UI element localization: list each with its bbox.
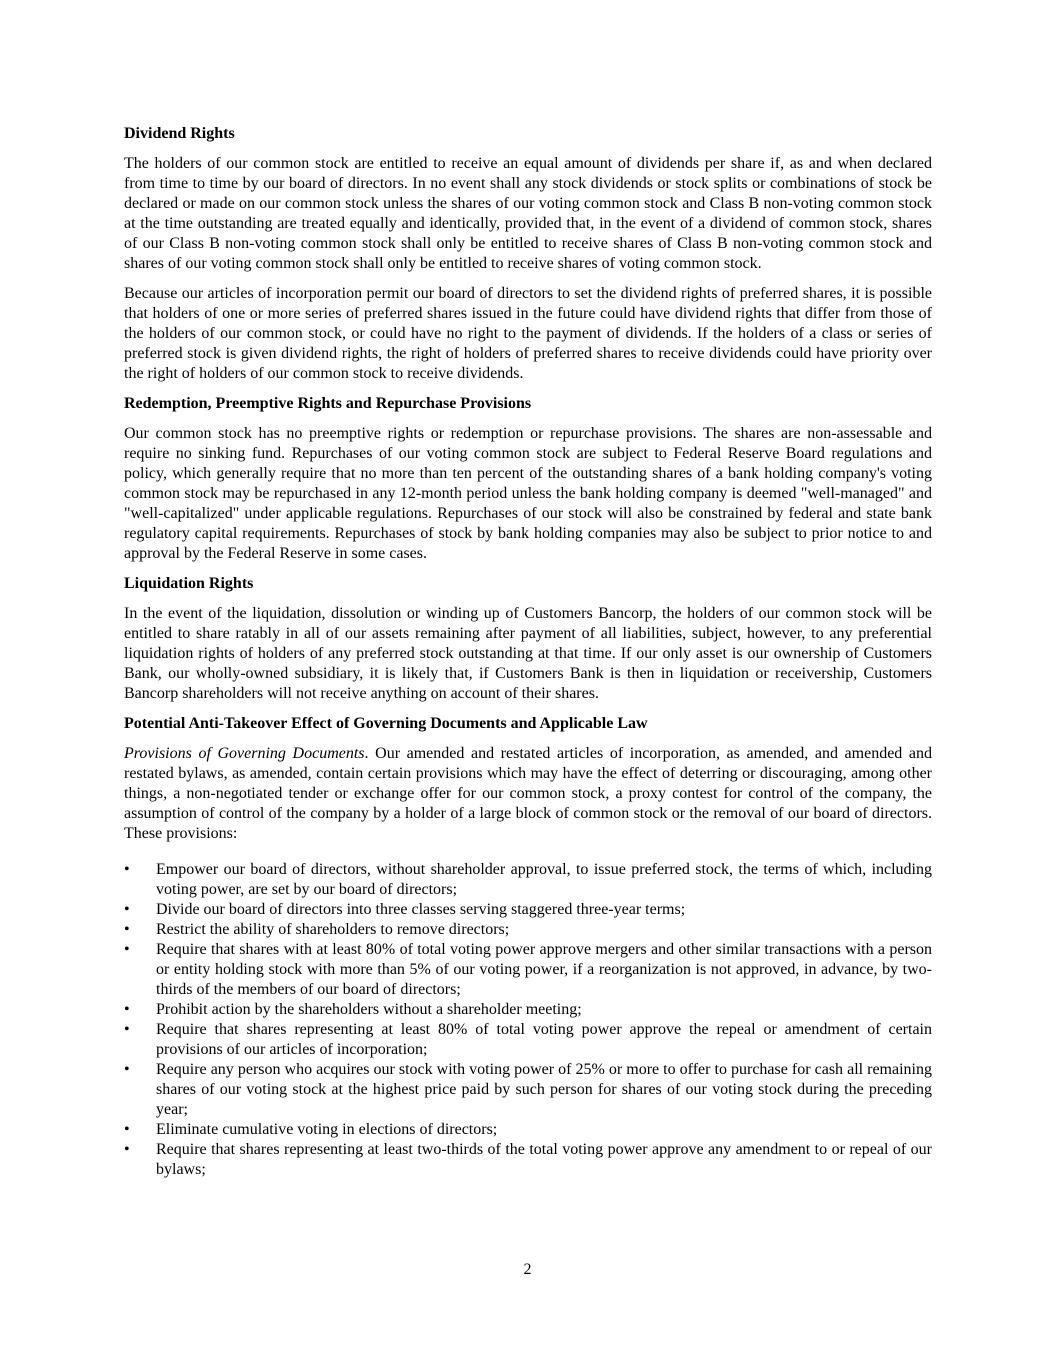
bullet-item bbox=[124, 1120, 932, 1140]
bullet-text: Restrict the ability of shareholders to remove directors; bbox=[156, 921, 510, 938]
bullet-text: Require any person who acquires our stock with voting power of 25% or more to offer to purchase for cash all remaining shares of our voting stock at the highest price paid by such person for shares of our voting stock during the preceding year; bbox=[156, 1061, 932, 1118]
bullet-text: Require that shares representing at least two-thirds of the total voting power approve any amendment to or repeal of our bylaws; bbox=[156, 1141, 932, 1178]
bullet-marker: • bbox=[124, 1141, 130, 1158]
section-liquidation-rights bbox=[124, 574, 932, 704]
bullet-text: Require that shares representing at least 80% of total voting power approve the repeal or amendment of certain provisions of our articles of incorporation; bbox=[156, 1021, 932, 1058]
section-heading: Redemption, Preemptive Rights and Repurchase Provisions bbox=[124, 395, 532, 412]
bullet-item bbox=[124, 860, 932, 900]
bullet-marker: • bbox=[124, 921, 130, 938]
bullet-text: Eliminate cumulative voting in elections of directors; bbox=[156, 1121, 498, 1138]
italic-lead: Provisions of Governing Documents bbox=[124, 745, 365, 762]
document-page bbox=[124, 124, 932, 1180]
bullet-marker: • bbox=[124, 941, 130, 958]
bullet-item bbox=[124, 1020, 932, 1060]
bullet-marker: • bbox=[124, 1001, 130, 1018]
paragraph-text: . Our amended and restated articles of incorporation, as amended, and amended and restated bylaws, as amended, contain certain provisions which may have the effect of deterring or discouraging, among other things, a non-negotiated tender or exchange offer for our common stock, a proxy contest for control of the company, the assumption of control of the company by a holder of a large block of common stock or the removal of our board of directors. These provisions: bbox=[124, 745, 933, 842]
bullet-text: Prohibit action by the shareholders without a shareholder meeting; bbox=[156, 1001, 582, 1018]
bullet-item bbox=[124, 900, 932, 920]
bullet-list bbox=[124, 860, 932, 1180]
page-number: 2 bbox=[523, 1261, 532, 1278]
paragraph: In the event of the liquidation, dissolution or winding up of Customers Bancorp, the holders of our common stock will be entitled to share ratably in all of our assets remaining after payment of all liabilities, subject, however, to any preferential liquidation rights of holders of any preferred stock outstanding at that time. If our only asset is our ownership of Customers Bank, our wholly-owned subsidiary, it is likely that, if Customers Bank is then in liquidation or receivership, Customers Bancorp shareholders will not receive anything on account of their shares. bbox=[124, 605, 932, 702]
section-dividend-rights bbox=[124, 124, 932, 384]
bullet-marker: • bbox=[124, 1021, 130, 1038]
section-heading: Liquidation Rights bbox=[124, 575, 254, 592]
section-redemption-rights bbox=[124, 394, 932, 564]
paragraph: Our common stock has no preemptive rights or redemption or repurchase provisions. The shares are non-assessable and require no sinking fund. Repurchases of our voting common stock are subject to Federal Reserve Board regulations and policy, which generally require that no more than ten percent of the outstanding shares of a bank holding company's voting common stock may be repurchased in any 12-month period unless the bank holding company is deemed "well-managed" and "well-capitalized" under applicable regulations. Repurchases of our stock will also be constrained by federal and state bank regulatory capital requirements. Repurchases of stock by bank holding companies may also be subject to prior notice to and approval by the Federal Reserve in some cases. bbox=[124, 425, 932, 562]
section-heading: Dividend Rights bbox=[124, 125, 235, 142]
section-heading: Potential Anti-Takeover Effect of Governing Documents and Applicable Law bbox=[124, 715, 648, 732]
bullet-text: Divide our board of directors into three classes serving staggered three-year terms; bbox=[156, 901, 686, 918]
bullet-item bbox=[124, 920, 932, 940]
bullet-item bbox=[124, 1000, 932, 1020]
bullet-item bbox=[124, 1140, 932, 1180]
bullet-item bbox=[124, 1060, 932, 1120]
bullet-marker: • bbox=[124, 1121, 130, 1138]
bullet-text: Empower our board of directors, without shareholder approval, to issue preferred stock, the terms of which, including voting power, are set by our board of directors; bbox=[156, 861, 932, 898]
section-anti-takeover bbox=[124, 714, 932, 1180]
bullet-marker: • bbox=[124, 1061, 130, 1078]
paragraph: The holders of our common stock are entitled to receive an equal amount of dividends per share if, as and when declared from time to time by our board of directors. In no event shall any stock dividends or stock splits or combinations of stock be declared or made on our common stock unless the shares of our voting common stock and Class B non-voting common stock at the time outstanding are treated equally and identically, provided that, in the event of a dividend of common stock, shares of our Class B non-voting common stock shall only be entitled to receive shares of Class B non-voting common stock and shares of our voting common stock shall only be entitled to receive shares of voting common stock. bbox=[124, 155, 932, 272]
bullet-marker: • bbox=[124, 901, 130, 918]
bullet-text: Require that shares with at least 80% of total voting power approve mergers and other similar transactions with a person or entity holding stock with more than 5% of our voting power, if a reorganization is not approved, in advance, by two-thirds of the members of our board of directors; bbox=[156, 941, 932, 998]
bullet-item bbox=[124, 940, 932, 1000]
paragraph bbox=[124, 744, 932, 844]
bullet-marker: • bbox=[124, 861, 130, 878]
paragraph: Because our articles of incorporation permit our board of directors to set the dividend rights of preferred shares, it is possible that holders of one or more series of preferred shares issued in the future could have dividend rights that differ from those of the holders of our common stock, or could have no right to the payment of dividends. If the holders of a class or series of preferred stock is given dividend rights, the right of holders of preferred shares to receive dividends could have priority over the right of holders of our common stock to receive dividends. bbox=[124, 285, 932, 382]
